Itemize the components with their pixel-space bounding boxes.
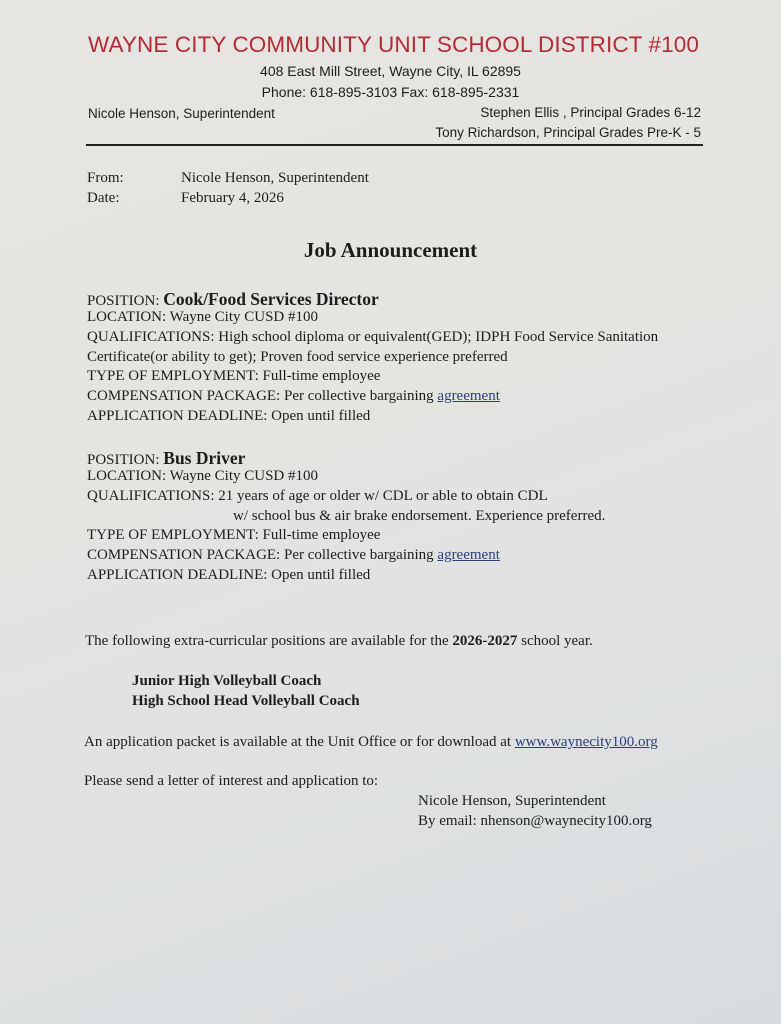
extracurricular-intro — [85, 633, 593, 650]
website-link[interactable]: www.waynecity100.org — [514, 734, 658, 750]
district-address: 408 East Mill Street, Wayne City, IL 62895 — [260, 63, 521, 79]
position-1-location: LOCATION: Wayne City CUSD #100 — [87, 309, 319, 325]
position-title: Bus Driver — [163, 448, 246, 468]
district-phone-fax: Phone: 618-895-3103 Fax: 618-895-2331 — [261, 84, 520, 100]
position-label: POSITION: — [87, 293, 160, 309]
agreement-link[interactable]: agreement — [437, 388, 500, 404]
intro-prefix: The following extra-curricular positions are available for the — [85, 633, 453, 649]
position-1-employment-type: TYPE OF EMPLOYMENT: Full-time employee — [87, 368, 381, 384]
send-instructions: Please send a letter of interest and application to: — [84, 773, 379, 789]
position-2-employment-type: TYPE OF EMPLOYMENT: Full-time employee — [87, 527, 381, 543]
position-2-heading — [87, 448, 245, 469]
contact-name: Nicole Henson, Superintendent — [418, 793, 606, 809]
from-value: Nicole Henson, Superintendent — [181, 170, 369, 186]
date-label: Date: — [87, 190, 120, 206]
position-2-deadline: APPLICATION DEADLINE: Open until filled — [87, 567, 371, 583]
contact-email: By email: nhenson@waynecity100.org — [418, 813, 652, 829]
compensation-text: COMPENSATION PACKAGE: Per collective bargaining — [87, 388, 438, 404]
packet-text: An application packet is available at the Unit Office or for download at — [84, 734, 515, 750]
position-1-heading — [87, 289, 379, 310]
school-year: 2026-2027 — [452, 633, 518, 649]
position-1-qualifications: QUALIFICATIONS: High school diploma or equivalent(GED); IDPH Food Service Sanitation — [87, 329, 659, 345]
extracurricular-position: Junior High Volleyball Coach — [132, 673, 322, 689]
position-2-compensation — [87, 547, 500, 564]
superintendent-name: Nicole Henson, Superintendent — [88, 106, 275, 121]
principal-6-12: Stephen Ellis , Principal Grades 6-12 — [480, 105, 701, 120]
position-1-deadline: APPLICATION DEADLINE: Open until filled — [87, 408, 371, 424]
application-packet-info — [84, 734, 658, 751]
intro-suffix: school year. — [517, 633, 593, 649]
position-1-qualifications-cont: Certificate(or ability to get); Proven food service experience preferred — [87, 349, 508, 365]
position-1-compensation — [87, 388, 500, 405]
extracurricular-position: High School Head Volleyball Coach — [132, 693, 360, 709]
date-value: February 4, 2026 — [181, 190, 284, 206]
district-name: WAYNE CITY COMMUNITY UNIT SCHOOL DISTRICT #100 — [88, 32, 699, 57]
page-title: Job Announcement — [303, 238, 478, 262]
compensation-text: COMPENSATION PACKAGE: Per collective bargaining — [87, 547, 438, 563]
position-2-qualifications: QUALIFICATIONS: 21 years of age or older w/ CDL or able to obtain CDL — [87, 488, 548, 504]
position-label: POSITION: — [87, 452, 160, 468]
header-divider — [86, 144, 703, 146]
position-title: Cook/Food Services Director — [163, 289, 379, 309]
principal-prek-5: Tony Richardson, Principal Grades Pre-K - 5 — [435, 125, 701, 140]
position-2-qualifications-cont: w/ school bus & air brake endorsement. Experience preferred. — [233, 508, 606, 524]
from-label: From: — [87, 170, 124, 186]
agreement-link[interactable]: agreement — [437, 547, 500, 563]
position-2-location: LOCATION: Wayne City CUSD #100 — [87, 468, 319, 484]
